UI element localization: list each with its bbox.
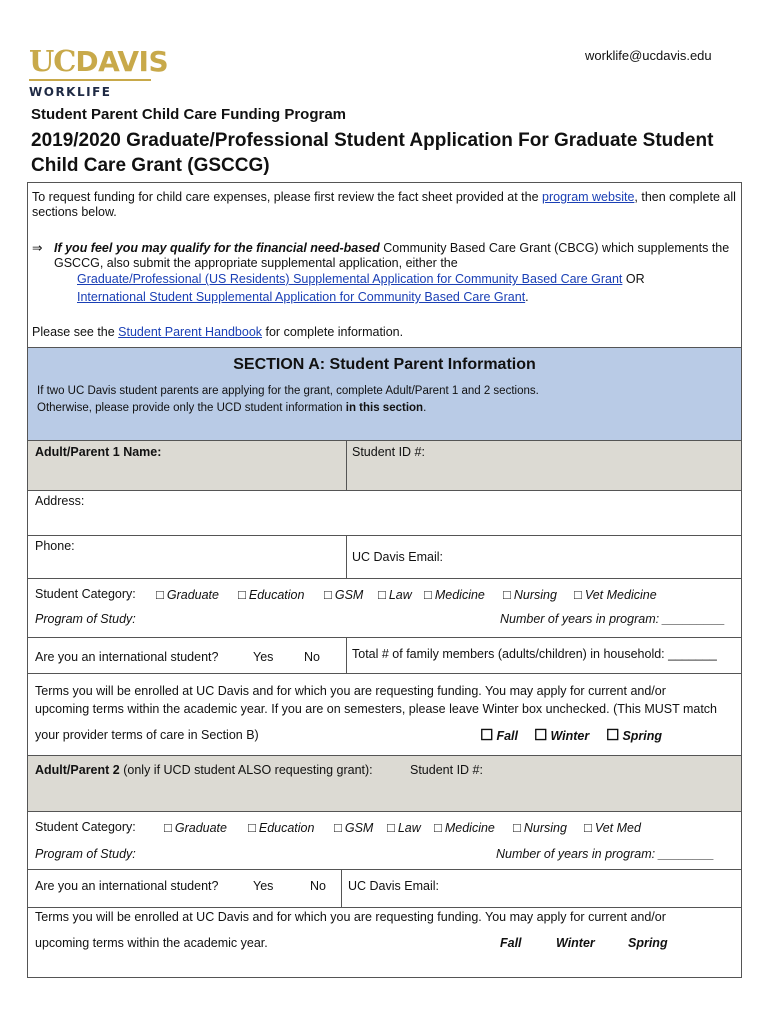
contact-email: worklife@ucdavis.edu (585, 48, 712, 63)
category-label: Vet Medicine (584, 588, 657, 602)
intro-text: , then complete all sections below. (32, 190, 736, 219)
category-gsm-checkbox[interactable]: □ GSM (334, 820, 374, 835)
arrow-icon: ⇒ (32, 241, 43, 255)
parent1-category-label: Student Category: (35, 587, 136, 601)
parent2-program-field[interactable]: Program of Study: (35, 847, 136, 861)
parent1-name-field[interactable]: Adult/Parent 1 Name: (35, 445, 162, 459)
category-label: Education (258, 821, 315, 835)
parent2-fall-checkbox[interactable]: Fall (500, 936, 522, 950)
page-title: 2019/2020 Graduate/Professional Student Application For Graduate Student Child Care Grant (GSCCG) (31, 130, 714, 176)
parent2-terms-row (27, 908, 742, 978)
category-label: Graduate (166, 588, 219, 602)
term-label: Winter (550, 729, 590, 743)
parent2-spring-checkbox[interactable]: Spring (628, 936, 668, 950)
parent1-terms-text-1: Terms you will be enrolled at UC Davis and for which you are requesting funding. You may apply for current and/or (35, 684, 666, 698)
parent1-phone-field[interactable]: Phone: (35, 539, 75, 553)
program-website-link[interactable]: program website (542, 190, 635, 204)
category-label: Education (248, 588, 305, 602)
category-label: Law (388, 588, 412, 602)
parent1-student-id-field[interactable]: Student ID #: (352, 445, 425, 459)
parent2-international-yes[interactable]: Yes (253, 879, 274, 893)
term-label: Spring (622, 729, 663, 743)
parent2-international-label: Are you an international student? (35, 879, 219, 893)
category-vet-med-checkbox[interactable]: □ Vet Med (584, 820, 641, 835)
parent1-family-members-field[interactable]: Total # of family members (adults/children) in household: _______ (352, 647, 717, 661)
term-label: Fall (496, 729, 518, 743)
divider (346, 638, 347, 673)
us-resident-supplemental-link[interactable]: Graduate/Professional (US Residents) Supplemental Application for Community Based Care Grant (77, 272, 623, 286)
category-label: Nursing (523, 821, 567, 835)
parent2-category-row (27, 812, 742, 870)
logo-worklife-text: WORKLIFE (29, 85, 112, 99)
international-supplemental-link[interactable]: International Student Supplemental Application for Community Based Care Grant (77, 290, 526, 304)
parent1-terms-text-3: your provider terms of care in Section B) (35, 728, 259, 742)
section-a-note-2 (37, 401, 741, 416)
supplemental-links-line-1 (77, 272, 645, 287)
parent1-international-row (27, 638, 742, 674)
category-law-checkbox[interactable]: □ Law (387, 820, 421, 835)
logo-uc-text: UC (29, 44, 76, 78)
section-a-note-1: If two UC Davis student parents are applying for the grant, complete Adult/Parent 1 and 2 sections. (37, 385, 539, 397)
category-vet-medicine-checkbox[interactable]: □ Vet Medicine (574, 587, 657, 602)
parent2-winter-checkbox[interactable]: Winter (556, 936, 595, 950)
ucdavis-worklife-logo (29, 44, 169, 99)
logo-davis-text: DAVIS (75, 45, 169, 78)
parent1-phone-row (27, 536, 742, 579)
parent2-student-id-field[interactable]: Student ID #: (410, 763, 483, 777)
intro-paragraph-1 (32, 190, 738, 220)
intro-text: Community Based Care Grant (CBCG) which supplements the GSCCG, also submit the appropriate supplemental application, either the (54, 241, 730, 270)
intro-paragraph-3 (32, 325, 403, 340)
parent1-address-field[interactable]: Address: (35, 494, 85, 508)
divider (346, 536, 347, 578)
section-a-header (27, 347, 742, 441)
program-heading: Student Parent Child Care Funding Program (31, 106, 347, 123)
intro-text: To request funding for child care expenses, please first review the fact sheet provided at the (32, 190, 543, 204)
category-label: Law (397, 821, 421, 835)
period-text: . (525, 290, 529, 304)
parent2-international-no[interactable]: No (310, 879, 326, 893)
supplemental-links-line-2 (77, 290, 529, 305)
parent1-terms-row (27, 674, 742, 756)
parent1-spring-checkbox[interactable]: ☐ Spring (606, 727, 663, 744)
intro-text: Please see the (32, 325, 119, 339)
parent1-fall-checkbox[interactable]: ☐ Fall (480, 727, 518, 744)
section-a-title: SECTION A: Student Parent Information (233, 356, 536, 373)
intro-bold-text: If you feel you may qualify for the financial need-based (54, 241, 380, 255)
category-education-checkbox[interactable]: □ Education (248, 820, 315, 835)
intro-text: for complete information. (262, 325, 404, 339)
category-medicine-checkbox[interactable]: □ Medicine (434, 820, 495, 835)
parent1-terms-text-2: upcoming terms within the academic year. If you are on semesters, please leave Winter box unchecked. (This MUST match (35, 702, 718, 716)
category-label: Nursing (513, 588, 557, 602)
note-text: . (423, 402, 427, 414)
parent1-international-no[interactable]: No (304, 650, 320, 664)
divider (346, 441, 347, 490)
parent2-category-label: Student Category: (35, 820, 136, 834)
parent2-name-row (27, 756, 742, 812)
category-label: GSM (334, 588, 364, 602)
category-gsm-checkbox[interactable]: □ GSM (324, 587, 364, 602)
category-education-checkbox[interactable]: □ Education (238, 587, 305, 602)
category-label: Medicine (444, 821, 495, 835)
parent1-email-field[interactable]: UC Davis Email: (352, 550, 443, 564)
note-bold-text: in this section (345, 402, 424, 414)
category-nursing-checkbox[interactable]: □ Nursing (503, 587, 557, 602)
parent2-terms-text-1: Terms you will be enrolled at UC Davis and for which you are requesting funding. You may apply for current and/or (35, 910, 666, 924)
category-label: Medicine (434, 588, 485, 602)
or-text: OR (622, 272, 645, 286)
divider (341, 870, 342, 907)
parent1-address-row (27, 491, 742, 536)
parent2-terms-text-2: upcoming terms within the academic year. (35, 936, 268, 950)
category-medicine-checkbox[interactable]: □ Medicine (424, 587, 485, 602)
parent1-winter-checkbox[interactable]: ☐ Winter (534, 727, 590, 744)
parent1-program-field[interactable]: Program of Study: (35, 612, 136, 626)
intro-paragraph-2 (54, 241, 730, 271)
category-nursing-checkbox[interactable]: □ Nursing (513, 820, 567, 835)
category-label: Vet Med (594, 821, 641, 835)
parent2-label-rest: (only if UCD student ALSO requesting grant): (119, 763, 373, 777)
note-text: Otherwise, please provide only the UCD student information (37, 402, 346, 414)
parent1-name-row (27, 440, 742, 491)
parent2-years-field[interactable]: Number of years in program: ________ (496, 847, 715, 861)
category-law-checkbox[interactable]: □ Law (378, 587, 412, 602)
category-graduate-checkbox[interactable]: □ Graduate (156, 587, 219, 602)
parent2-name-field[interactable] (35, 763, 373, 777)
logo-rule (29, 79, 151, 81)
student-parent-handbook-link[interactable]: Student Parent Handbook (118, 325, 263, 339)
category-label: GSM (344, 821, 374, 835)
category-label: Graduate (174, 821, 227, 835)
parent2-email-field[interactable]: UC Davis Email: (348, 879, 439, 893)
parent1-international-yes[interactable]: Yes (253, 650, 274, 664)
parent1-category-row (27, 579, 742, 638)
parent2-international-row (27, 870, 742, 908)
parent1-years-field[interactable]: Number of years in program: _________ (500, 612, 726, 626)
parent2-label-bold: Adult/Parent 2 (35, 763, 120, 777)
parent1-international-label: Are you an international student? (35, 650, 219, 664)
category-graduate-checkbox[interactable]: □ Graduate (164, 820, 227, 835)
